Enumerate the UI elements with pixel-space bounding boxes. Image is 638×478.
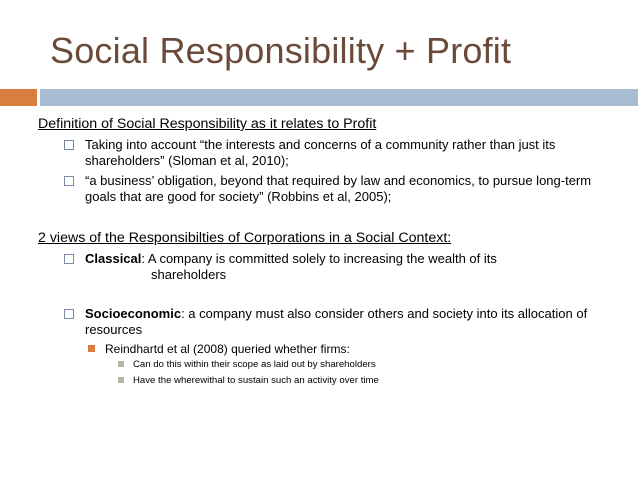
square-bullet-icon — [64, 140, 74, 150]
title-accent-bar — [0, 89, 37, 106]
square-bullet-icon — [64, 176, 74, 186]
bullet-text: Have the wherewithal to sustain such an activity over time — [133, 375, 379, 386]
socioeconomic-term: Socioeconomic — [85, 306, 182, 321]
square-bullet-icon — [64, 309, 74, 319]
classical-continuation: shareholders — [151, 267, 227, 282]
bullet-text — [85, 306, 604, 338]
title-divider-bar — [40, 89, 638, 106]
section-heading-views: 2 views of the Responsibilties of Corporations in a Social Context: — [38, 230, 452, 246]
sub-sub-bullet-1 — [118, 359, 578, 371]
bullet-text: Can do this within their scope as laid out by shareholders — [133, 359, 376, 370]
bullet-text — [85, 251, 604, 283]
classical-term: Classical — [85, 251, 142, 266]
bullet-definition-2 — [64, 173, 604, 205]
bullet-text: Reindhartd et al (2008) queried whether firms: — [105, 342, 350, 356]
classical-text: : A company is committed solely to increasing the wealth of its — [141, 251, 497, 266]
square-bullet-icon — [64, 254, 74, 264]
bullet-definition-1 — [64, 137, 604, 169]
bullet-classical — [64, 251, 604, 283]
sub-bullet-reindhartd — [88, 342, 588, 357]
square-bullet-icon — [118, 361, 124, 367]
bullet-socioeconomic — [64, 306, 604, 338]
socioeconomic-text: : a company must also consider others and society into its allocation of resources — [85, 306, 588, 337]
square-bullet-icon — [118, 377, 124, 383]
bullet-text: Taking into account “the interests and concerns of a community rather than just its shareholders” (Sloman et al, 2010); — [85, 137, 556, 168]
bullet-text: “a business’ obligation, beyond that required by law and economics, to pursue long-term goals that are good for society” (Robbins et al, 2005); — [85, 173, 592, 204]
sub-sub-bullet-2 — [118, 375, 578, 387]
slide-title: Social Responsibility + Profit — [50, 30, 512, 71]
section-heading-definition: Definition of Social Responsibility as it relates to Profit — [38, 116, 377, 132]
square-bullet-icon — [88, 345, 95, 352]
